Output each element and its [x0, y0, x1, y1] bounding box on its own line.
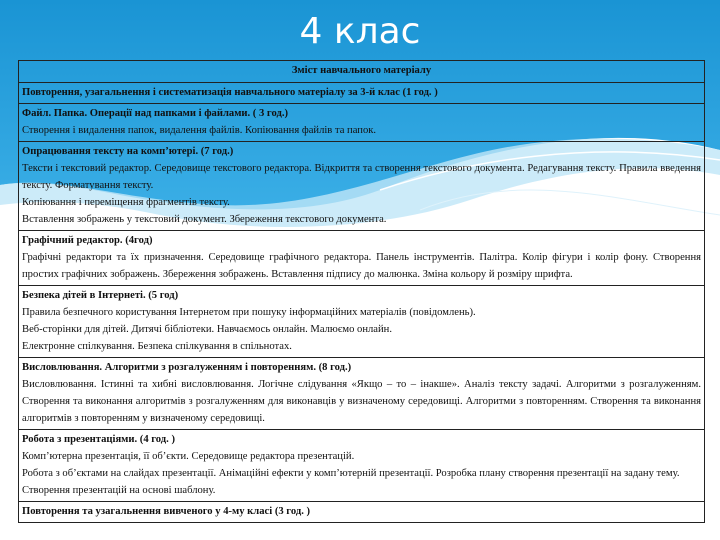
section-text: Робота з об’єктами на слайдах презентації. Анімаційні ефекти у комп’ютерній презентації. Розробка плану створення презентації на задану тему. [22, 468, 680, 479]
table-row [19, 286, 705, 358]
table-cell [19, 104, 705, 142]
table-cell [19, 286, 705, 358]
table-cell [19, 502, 705, 523]
curriculum-table [18, 60, 705, 523]
section-heading: Файл. Папка. Операції над папками і файлами. ( 3 год.) [22, 108, 289, 119]
table-row [19, 104, 705, 142]
section-text: Висловлювання. Істинні та хибні висловлювання. Логічне слідування «Якщо – то – інакше». Аналіз тексту задачі. Алгоритми з розгалуженням. Створення та виконання алгоритмів з розгалуженням для виконавців у визначеному середовищі. Алгоритми з повторенням. Створення та виконання алгоритмів з повторенням у визначеному середовищі. [22, 379, 701, 424]
section-heading: Повторення, узагальнення і систематизація навчального матеріалу за 3-й клас (1 год. ) [22, 87, 438, 98]
section-heading: Повторення та узагальнення вивченого у 4-му класі (3 год. ) [22, 506, 311, 517]
table-row [19, 430, 705, 502]
section-text: Електронне спілкування. Безпека спілкування в спільнотах. [22, 341, 292, 352]
section-text: Графічні редактори та їх призначення. Середовище графічного редактора. Панель інструментів. Палітра. Колір фігури і колір фону. Створення простих графічних зображень. Збереження зображень. Вставлення підпису до малюнка. Зміна кольору й розміру шрифта. [22, 252, 701, 280]
section-text: Створення презентацій на основі шаблону. [22, 485, 216, 496]
table-row [19, 142, 705, 231]
table-cell [19, 83, 705, 104]
table-row [19, 358, 705, 430]
section-heading: Робота з презентаціями. (4 год. ) [22, 434, 175, 445]
section-heading: Висловлювання. Алгоритми з розгалуженням і повторенням. (8 год.) [22, 362, 352, 373]
table-header-row [19, 61, 705, 83]
section-text: Веб-сторінки для дітей. Дитячі бібліотеки. Навчаємось онлайн. Малюємо онлайн. [22, 324, 392, 335]
section-heading: Опрацювання тексту на комп’ютері. (7 год.) [22, 146, 234, 157]
section-text: Вставлення зображень у текстовий документ. Збереження текстового документа. [22, 214, 387, 225]
section-heading: Графічний редактор. (4год) [22, 235, 153, 246]
slide-title: 4 клас [299, 11, 421, 52]
section-text: Правила безпечного користування Інтернетом при пошуку інформаційних матеріалів (повідомлень). [22, 307, 476, 318]
section-text: Створення і видалення папок, видалення файлів. Копіювання файлів та папок. [22, 125, 377, 136]
table-row [19, 83, 705, 104]
table-row [19, 502, 705, 523]
table-cell [19, 231, 705, 286]
table-cell [19, 142, 705, 231]
section-text: Комп’ютерна презентація, її об’єкти. Середовище редактора презентацій. [22, 451, 355, 462]
section-text: Копіювання і переміщення фрагментів тексту. [22, 197, 230, 208]
table-row [19, 231, 705, 286]
section-heading: Безпека дітей в Інтернеті. (5 год) [22, 290, 179, 301]
table-cell [19, 358, 705, 430]
section-text: Тексти і текстовий редактор. Середовище текстового редактора. Відкриття та створення текстового документа. Редагування тексту. Правила введення тексту. Форматування тексту. [22, 163, 701, 191]
table-cell [19, 430, 705, 502]
table-header: Зміст навчального матеріалу [19, 61, 705, 83]
